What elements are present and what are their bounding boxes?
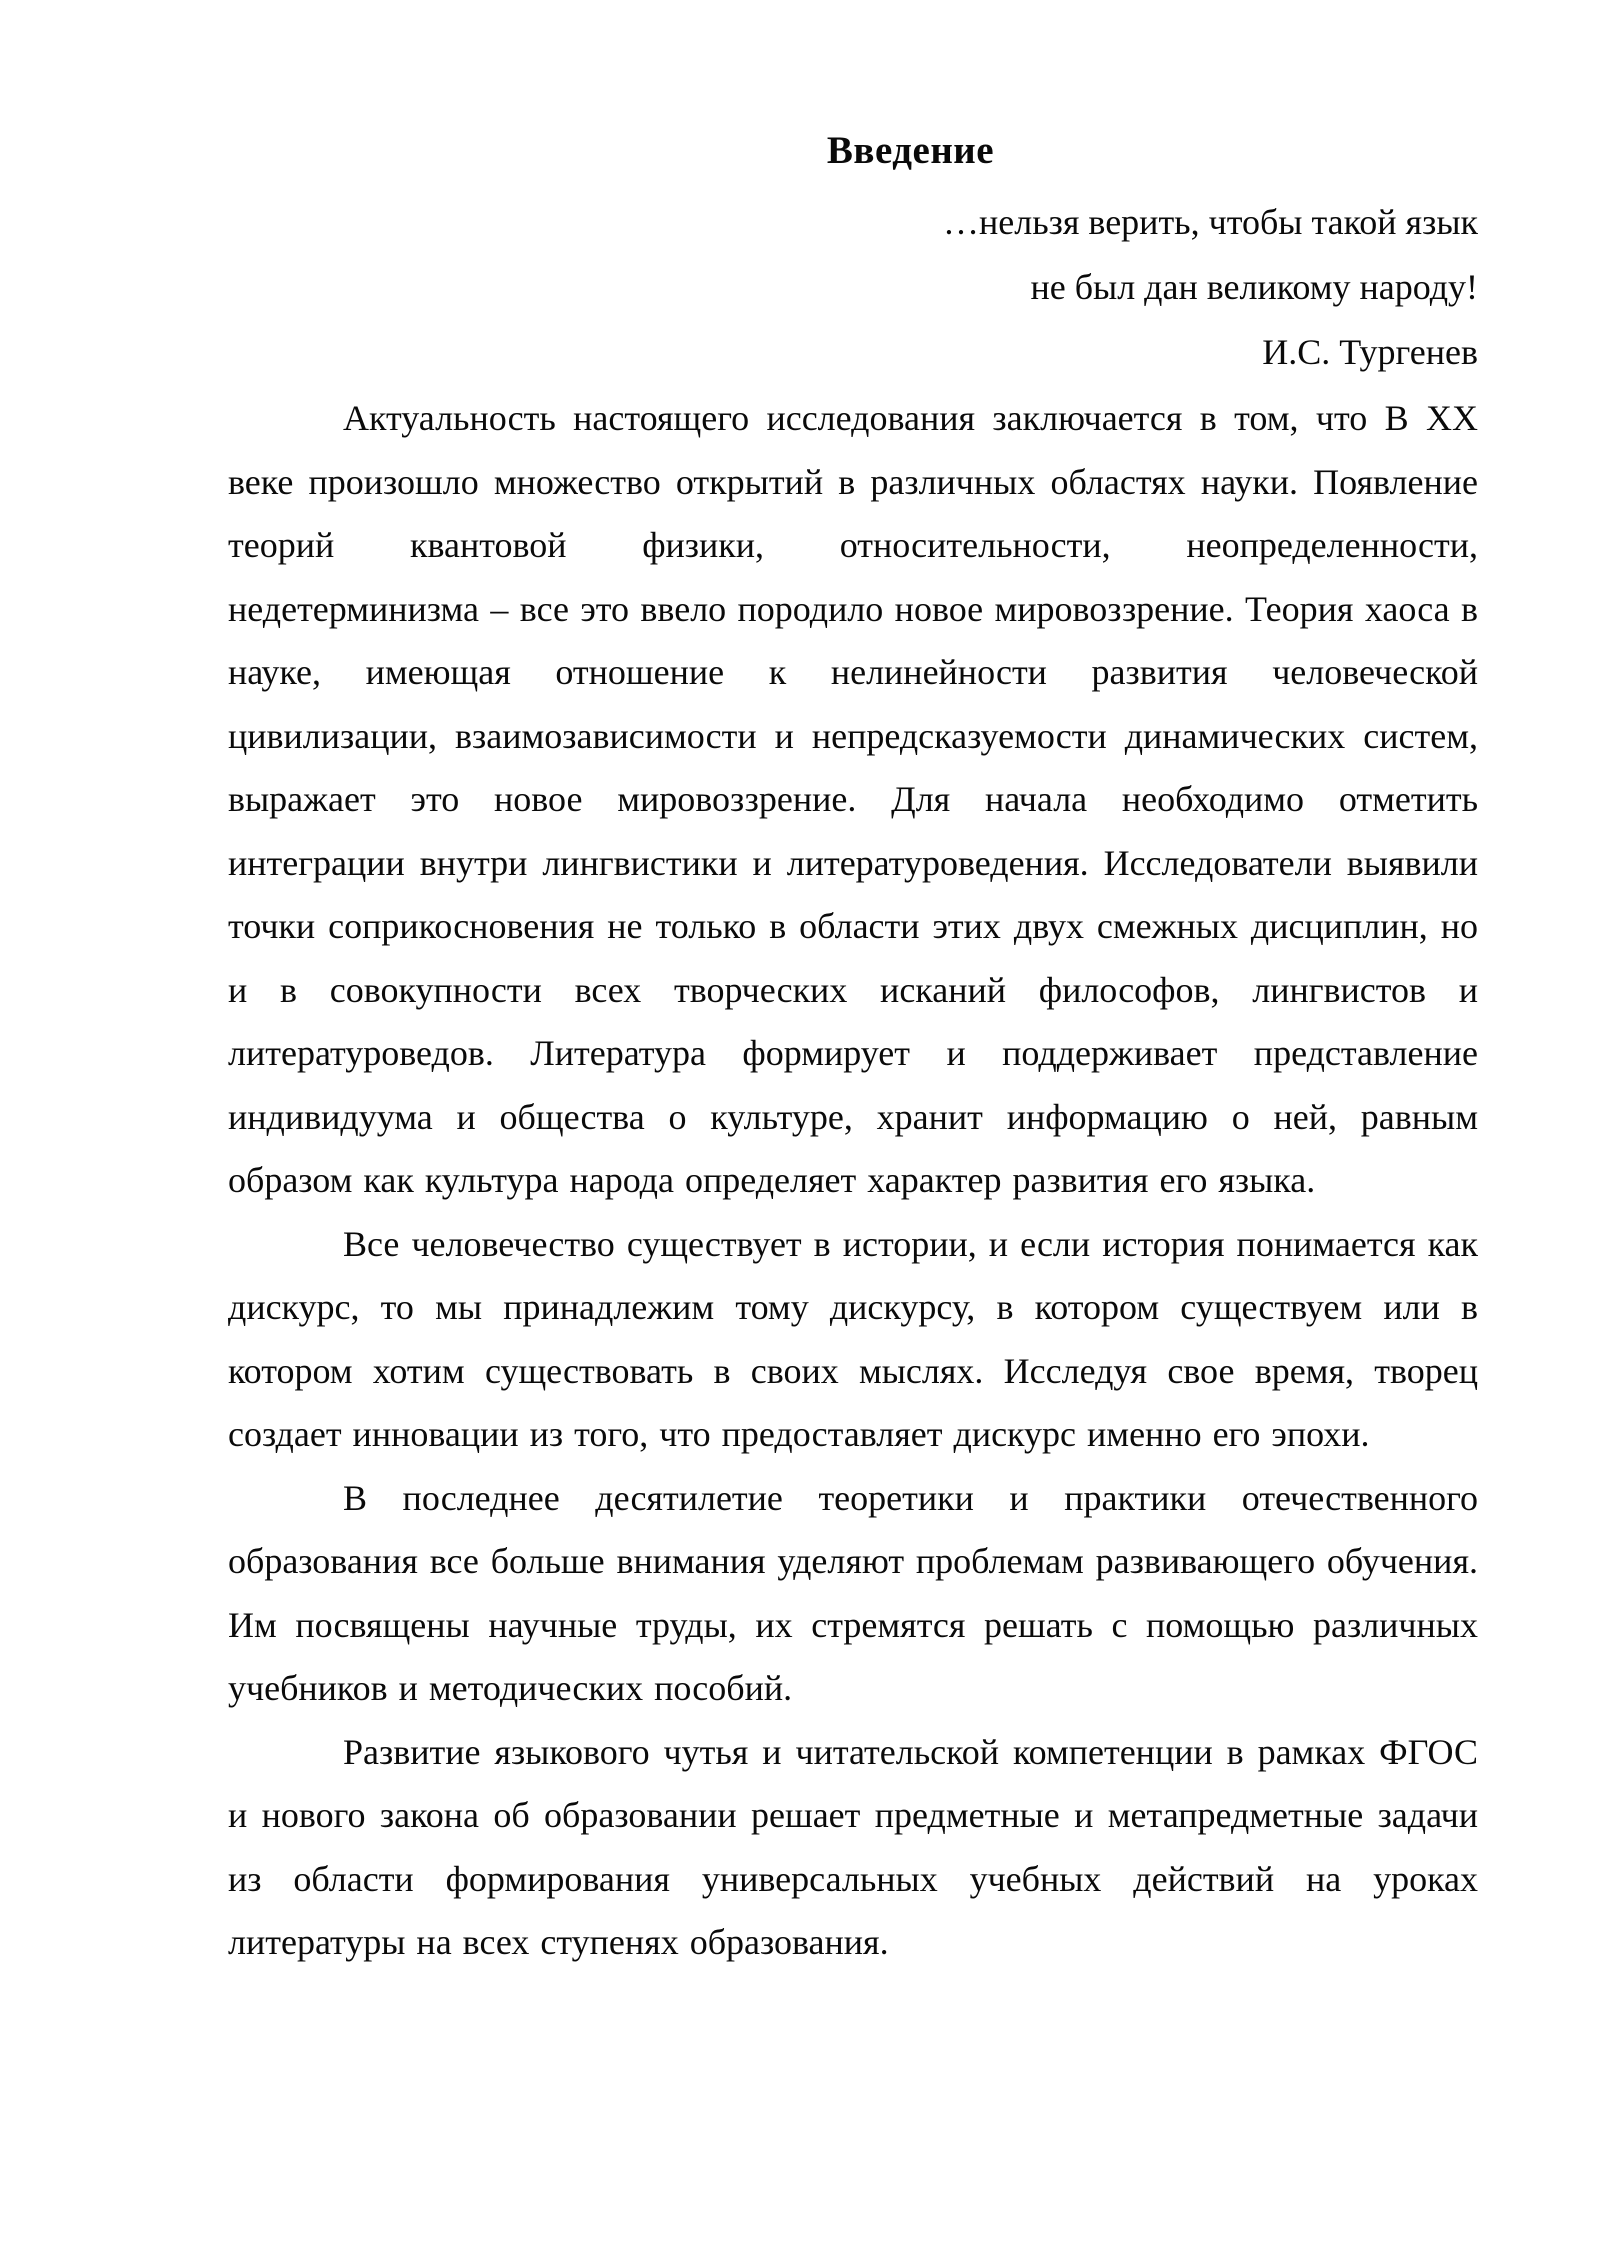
epigraph-line: …нельзя верить, чтобы такой язык: [943, 202, 1478, 242]
paragraph: Все человечество существует в истории, и если история понимается как дискурс, то мы принадлежим тому дискурсу, в котором существуем или в котором хотим существовать в своих мыслях. Исследуя свое время, творец создает инновации из того, что предоставляет дискурс именно его эпохи.: [228, 1223, 1478, 1454]
document-body: [228, 387, 1478, 1975]
paragraph: Развитие языкового чутья и читательской компетенции в рамках ФГОС и нового закона об образовании решает предметные и метапредметные задачи из области формирования универсальных учебных действий на уроках литературы на всех ступенях образования.: [228, 1731, 1478, 1962]
epigraph-attribution: И.С. Тургенев: [1262, 332, 1478, 372]
epigraph: [228, 190, 1478, 385]
paragraph: В последнее десятилетие теоретики и практики отечественного образования все больше внимания уделяют проблемам развивающего обучения. Им посвящены научные труды, их стремятся решать с помощью различных учебников и методических пособий.: [228, 1477, 1478, 1708]
page-title: Введение: [826, 129, 995, 172]
paragraph: Актуальность настоящего исследования заключается в том, что В XX веке произошло множество открытий в различных областях науки. Появление теорий квантовой физики, относительности, неопределенности, недетерминизма – все это ввело породило новое мировоззрение. Теория хаоса в науке, имеющая отношение к нелинейности развития человеческой цивилизации, взаимозависимости и непредсказуемости динамических систем, выражает это новое мировоззрение. Для начала необходимо отметить интеграции внутри лингвистики и литературоведения. Исследователи выявили точки соприкосновения не только в области этих двух смежных дисциплин, но и в совокупности всех творческих исканий философов, лингвистов и литературоведов. Литература формирует и поддерживает представление индивидуума и общества о культуре, хранит информацию о ней, равным образом как культура народа определяет характер развития его языка.: [228, 398, 1478, 1200]
epigraph-line: не был дан великому народу!: [1030, 267, 1478, 307]
